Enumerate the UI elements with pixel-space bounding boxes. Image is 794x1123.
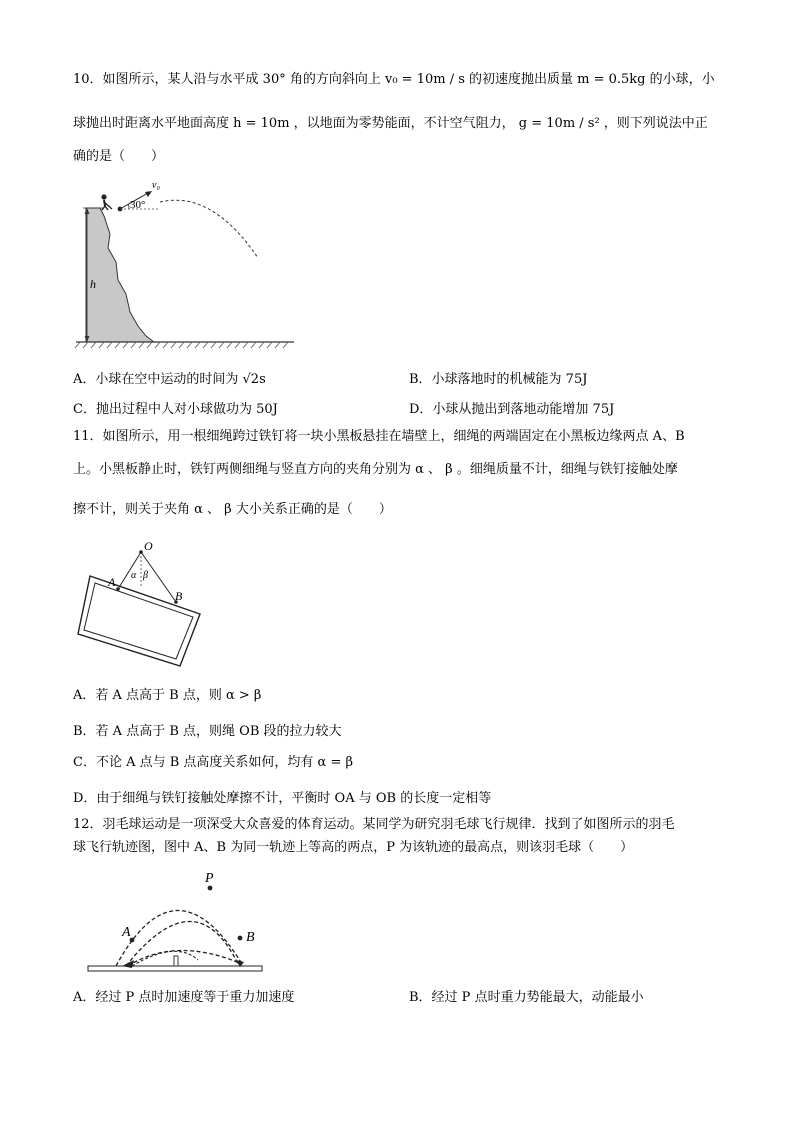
q10-figure-angle-label: 30° [130,199,146,211]
q12-figure-trajectory [86,866,268,974]
q10-figure-v0-label: v₀ [152,180,160,191]
q10-stem-line2: 球抛出时距离水平地面高度 h = 10m ，以地面为零势能面，不计空气阻力， g = 10m / s² ，则下列说法中正 [73,116,708,131]
q12-figure-a-label: A [122,925,131,940]
q10-figure-cliff [72,176,298,354]
q11-figure-o-label: O [144,539,153,553]
q11-stem-line3: 擦不计，则关于夹角 α 、 β 大小关系正确的是（ ） [73,502,392,517]
q12-option-a: A．经过 P 点时加速度等于重力加速度 [73,990,295,1005]
q11-figure-b-label: B [175,589,183,603]
q11-figure-alpha-label: α [131,570,137,581]
q12-stem-line1: 12．羽毛球运动是一项深受大众喜爱的体育运动。某同学为研究羽毛球飞行规律．找到了如图所示的羽毛 [73,817,675,832]
q12-figure-b-label: B [246,930,255,945]
q12-figure-p-label: P [205,871,214,886]
q10-option-b: B．小球落地时的机械能为 75J [409,372,588,387]
q12-stem-line2: 球飞行轨迹图，图中 A、B 为同一轨迹上等高的两点，P 为该轨迹的最高点，则该羽毛球（ ） [73,840,634,855]
q11-figure-beta-label: β [143,570,148,581]
q11-option-b: B．若 A 点高于 B 点，则绳 OB 段的拉力较大 [73,724,342,739]
q11-figure-a-label: A [108,575,116,589]
q10-option-a: A．小球在空中运动的时间为 √2s [73,372,266,387]
q11-option-a: A．若 A 点高于 B 点，则 α > β [73,688,262,703]
q12-option-b: B．经过 P 点时重力势能最大，动能最小 [409,990,644,1005]
q10-stem-line1: 10．如图所示，某人沿与水平成 30° 角的方向斜向上 v₀ = 10m / s 的初速度抛出质量 m = 0.5kg 的小球，小 [73,72,715,87]
q10-option-d: D．小球从抛出到落地动能增加 75J [409,402,615,417]
q10-stem-line3: 确的是（ ） [73,149,165,164]
q10-figure-h-label: h [90,277,96,291]
q10-option-c: C．抛出过程中人对小球做功为 50J [73,402,278,417]
q11-figure-blackboard [72,538,202,668]
q11-stem-line2: 上。小黑板静止时，铁钉两侧细绳与竖直方向的夹角分别为 α 、 β 。细绳质量不计，细绳与铁钉接触处摩 [73,462,678,477]
q11-stem-line1: 11．如图所示，用一根细绳跨过铁钉将一块小黑板悬挂在墙壁上，细绳的两端固定在小黑板边缘两点 A、B [73,429,685,444]
q11-option-d: D．由于细绳与铁钉接触处摩擦不计，平衡时 OA 与 OB 的长度一定相等 [73,791,492,806]
q11-option-c: C．不论 A 点与 B 点高度关系如何，均有 α = β [73,755,354,770]
